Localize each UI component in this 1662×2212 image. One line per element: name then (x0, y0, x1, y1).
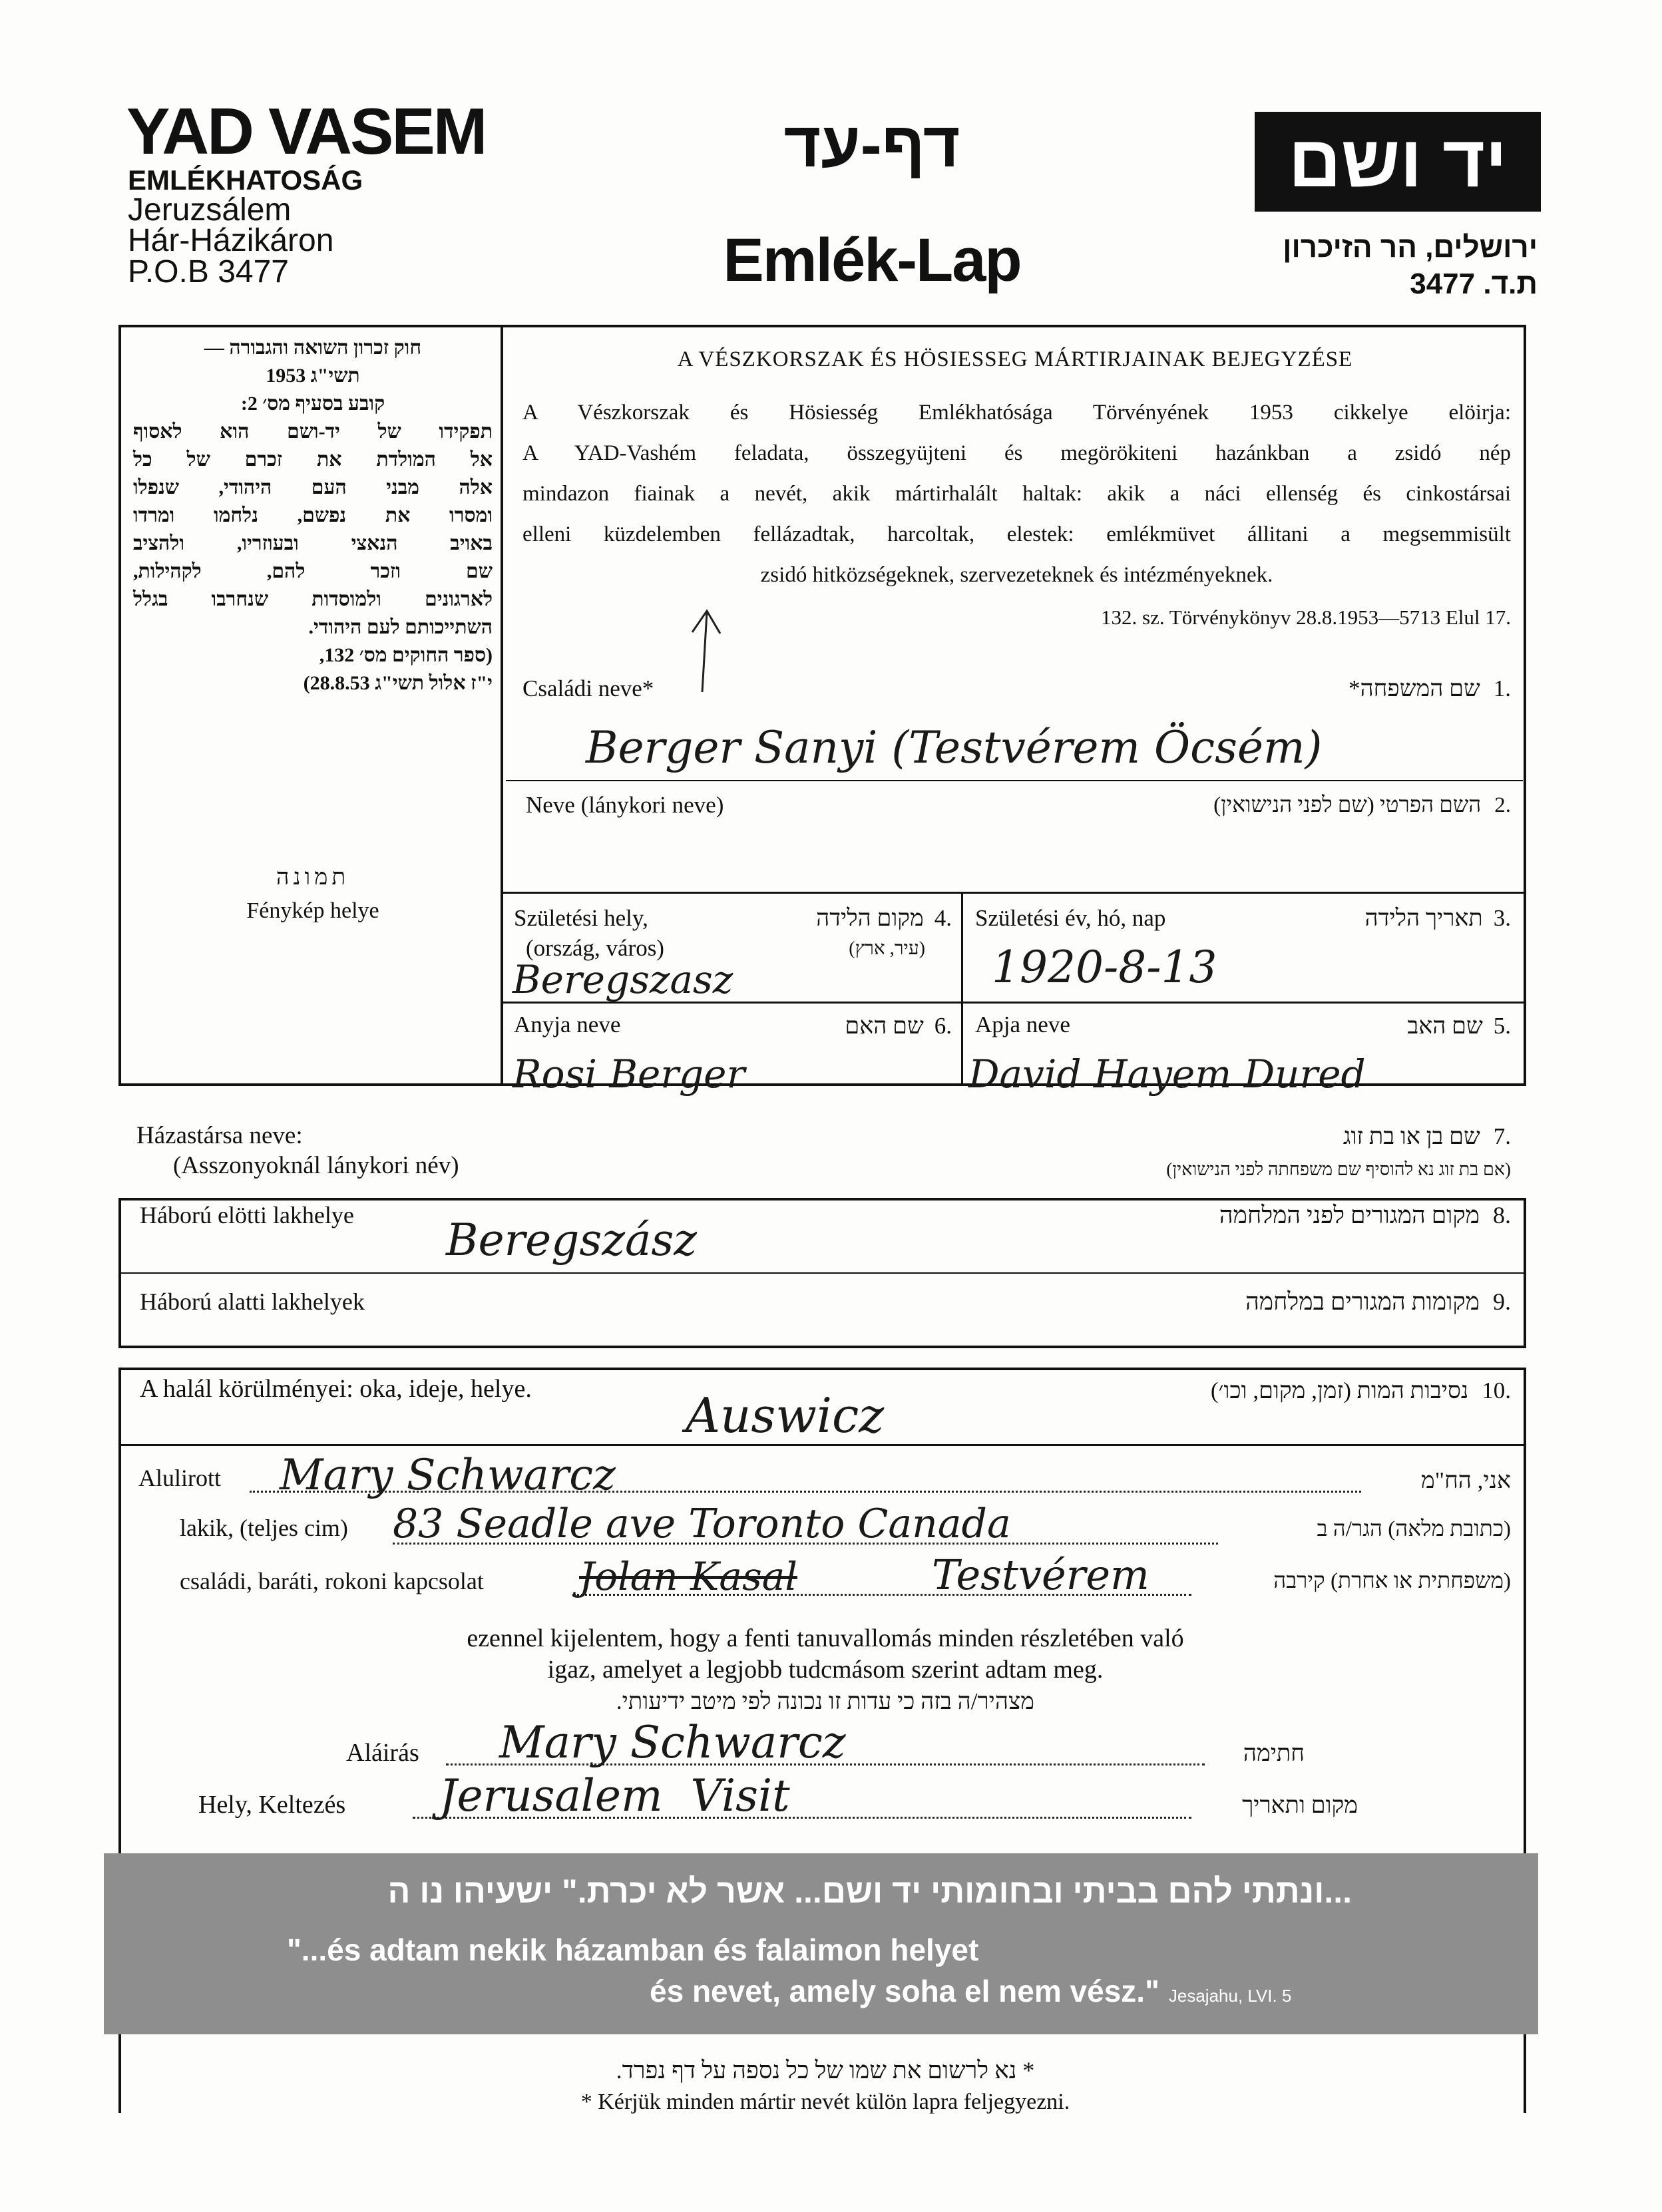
intro-line: A YAD-Vashém feladata, összegyüjteni és megörökiteni hazánkban a zsidó nép (522, 441, 1511, 465)
banner-hebrew: ...ונתתי להם בביתי ובחומותי יד ושם... אשר לא יכרת." ישעיהו נו ה (387, 1873, 1352, 1910)
law-line: ומסרו את נפשם, נלחמו ומרדו (133, 504, 493, 526)
law-line: תשי"ג 1953 (266, 365, 360, 387)
field-6-label: Anyja neve (514, 1012, 621, 1037)
law-line: אלה מבני העם היהודי, שנפלו (133, 476, 493, 498)
header-pobox: P.O.B 3477 (128, 254, 289, 289)
witness-address-hebrew: (כתובת מלאה) הגר/ה ב (1317, 1517, 1511, 1541)
field-9-label-hebrew (998, 1288, 1511, 1316)
quote-banner (104, 1853, 1538, 2034)
field-6-hebrew: שם האם (845, 1013, 924, 1039)
law-line: חוק זכרון השואה והגבורה — (204, 337, 422, 359)
field-10-death-circumstances[interactable]: Auswicz (686, 1387, 885, 1443)
law-line: באויב הנאצי ובעוזריו, ולהציב (133, 532, 493, 554)
field-10-hebrew: נסיבות המות (זמן, מקום, וכו׳) (1210, 1378, 1469, 1403)
law-line: תפקידו של יד-ושם הוא לאסוף (133, 421, 493, 443)
field-5-number: .5 (1493, 1013, 1511, 1039)
field-5-hebrew: שם האב (1407, 1013, 1483, 1039)
intro-text (522, 393, 1511, 596)
field-8-number: .8 (1493, 1202, 1511, 1228)
field-7-sublabel: (Asszonyoknál lánykori név) (173, 1152, 459, 1179)
field-3-label-hebrew (1251, 905, 1511, 932)
field-2-number: .2 (1494, 793, 1511, 817)
field-4-label-hebrew (765, 905, 952, 932)
field-1-hebrew: שם המשפחה* (1349, 675, 1480, 701)
field-10-label: A halál körülményei: oka, ideje, helye. (140, 1375, 532, 1403)
field-4-label: Születési hely, (514, 905, 648, 931)
witness-address-label: lakik, (teljes cim) (180, 1515, 348, 1541)
law-line: שם וזכר להם, לקהילות, (133, 560, 493, 582)
field-4-birthplace[interactable]: Beregszasz (513, 957, 733, 1002)
declaration-hebrew: מצהיר/ה בזה כי עדות זו נכונה לפי מיטב ידיעותי. (616, 1688, 1035, 1714)
field-2-hebrew: השם הפרטי (שם לפני הנישואין) (1213, 793, 1482, 817)
law-line: השתייכותם לעם היהודי. (308, 616, 493, 638)
field-8-label-hebrew (998, 1201, 1511, 1229)
photo-label-hebrew: תמונה (276, 865, 350, 890)
field-1-label: Családi neve* (522, 675, 654, 701)
field-2-label-hebrew (998, 793, 1511, 818)
field-1-number: .1 (1493, 675, 1511, 701)
field-8-prewar-residence[interactable]: Beregszász (446, 1214, 698, 1266)
field-5-label-hebrew (1265, 1013, 1511, 1039)
field-7-sublabel-hebrew: (אם בת זוג נא להוסיף שם משפחתה לפני הנישואין) (1166, 1159, 1511, 1179)
header-org-title: YAD VASEM (126, 94, 486, 168)
law-line: קובע בסעיף מס׳ 2: (240, 393, 385, 415)
banner-line-2: és nevet, amely soha el nem vész." (650, 1974, 1159, 2008)
witness-name-label: Alulirott (138, 1465, 221, 1491)
intro-line: A Vészkorszak és Hösiesség Emlékhatósága Törvényének 1953 cikkelye elöirja: (522, 401, 1511, 425)
header-city: Jeruzsálem (128, 192, 292, 228)
field-5-father-name[interactable]: David Hayem Dured (968, 1051, 1366, 1097)
intro-heading: A VÉSZKORSZAK ÉS HÖSIESSEG MÁRTIRJAINAK BEJEGYZÉSE (677, 347, 1353, 371)
intro-line: elleni küzdelemben fellázadtak, harcoltak, elestek: emlékmüvet állitani a megsemmisült (522, 522, 1511, 546)
intro-line: mindazon fiainak a nevét, akik mártirhalált haltak: akik a náci ellenség és cinkostársai (522, 482, 1511, 506)
field-8-label: Háború elötti lakhelye (140, 1202, 354, 1228)
intro-citation: 132. sz. Törvénykönyv 28.8.1953—5713 Elul 17. (1101, 606, 1511, 629)
field-1-label-hebrew (1132, 675, 1511, 702)
header-hebrew-title: דף-עד (783, 109, 960, 180)
witness-relation-struck: Jolan Kasal (579, 1554, 797, 1599)
field-4-sublabel-hebrew: (עיר, ארץ) (849, 938, 925, 959)
witness-name[interactable]: Mary Schwarcz (280, 1451, 616, 1500)
law-line: י"ז אלול תשי"ג 28.8.53) (303, 672, 493, 694)
field-1-family-name[interactable]: Berger Sanyi (Testvérem Öcsém) (586, 722, 1323, 773)
signature[interactable]: Mary Schwarcz (499, 1717, 846, 1768)
header-right-address: ירושלים, הר הזיכרון (1283, 231, 1538, 264)
field-3-label: Születési év, hó, nap (975, 905, 1166, 931)
declaration-line-2: igaz, amelyet a legjobb tudcmásom szerint adtam meg. (547, 1656, 1104, 1684)
field-10-number: .10 (1482, 1378, 1511, 1403)
witness-relation-label: családi, baráti, rokoni kapcsolat (180, 1568, 484, 1594)
photo-label: Fénykép helye (246, 898, 379, 923)
field-8-hebrew: מקום המגורים לפני המלחמה (1219, 1202, 1480, 1228)
photo-placeholder[interactable] (133, 865, 493, 924)
field-9-number: .9 (1493, 1288, 1511, 1315)
field-3-number: .3 (1493, 905, 1511, 931)
witness-relation[interactable]: Testvérem (932, 1551, 1149, 1599)
field-10-label-hebrew (998, 1378, 1511, 1404)
signature-hebrew: חתימה (1243, 1740, 1305, 1766)
header-org-subtitle: EMLÉKHATOSÁG (128, 164, 363, 196)
law-line: לארגונים ולמוסדות שנחרבו בגלל (133, 588, 493, 610)
field-2-label: Neve (lánykori neve) (526, 792, 724, 818)
banner-line-1: "...és adtam nekik házamban és falaimon helyet (287, 1933, 979, 1967)
field-3-hebrew: תאריך הלידה (1364, 905, 1483, 931)
footer-note-hebrew: * נא לרשום את שמו של כל נספה על דף נפרד. (616, 2057, 1035, 2084)
field-6-mother-name[interactable]: Rosi Berger (513, 1051, 745, 1097)
place-date[interactable]: Jerusalem Visit (439, 1770, 790, 1821)
law-line: אל המולדת את זכרם של כל (133, 449, 493, 470)
field-6-number: .6 (934, 1013, 952, 1039)
law-sidebar (133, 334, 493, 697)
field-4-number: .4 (934, 905, 952, 931)
place-date-hebrew: מקום ותאריך (1242, 1792, 1358, 1818)
declaration-line-1: ezennel kijelentem, hogy a fenti tanuvallomás minden részletében való (467, 1624, 1184, 1652)
footer-note: * Kérjük minden mártir nevét külön lapra feljegyezni. (580, 2090, 1070, 2114)
field-6-label-hebrew (765, 1013, 952, 1039)
header-form-title: Emlék-Lap (723, 226, 1021, 294)
field-7-label-hebrew (1065, 1123, 1511, 1150)
yad-vashem-logo (1255, 112, 1541, 212)
place-date-label: Hely, Keltezés (198, 1791, 346, 1819)
header-right-pobox: ת.ד. 3477 (1410, 268, 1538, 300)
witness-relation-hebrew: (משפחתית או אחרת) קירבה (1273, 1569, 1511, 1593)
field-9-label: Háború alatti lakhelyek (140, 1288, 365, 1315)
intro-line: zsidó hitközségeknek, szervezeteknek és intézményeknek. (760, 563, 1273, 587)
header-location: Hár-Házikáron (128, 223, 334, 258)
witness-address[interactable]: 83 Seadle ave Toronto Canada (393, 1501, 1011, 1547)
handwritten-arrow (666, 599, 745, 699)
field-4-hebrew: מקום הלידה (816, 905, 924, 931)
field-7-number: .7 (1493, 1123, 1511, 1149)
field-7-hebrew: שם בן או בת זוג (1343, 1123, 1480, 1149)
witness-name-hebrew: אני, הח"מ (1421, 1467, 1511, 1493)
field-5-label: Apja neve (975, 1012, 1070, 1037)
field-9-hebrew: מקומות המגורים במלחמה (1245, 1288, 1480, 1315)
banner-ref: Jesajahu, LVI. 5 (1168, 1986, 1292, 2006)
banner-line-2-wrap (650, 1973, 1291, 2009)
signature-label: Aláirás (346, 1739, 419, 1767)
field-7-label: Házastársa neve: (136, 1122, 303, 1149)
logo-text: יד ושם (1288, 120, 1508, 202)
field-4-sublabel: (ország, város) (526, 935, 664, 961)
law-line: (ספר החוקים מס׳ 132, (319, 644, 493, 666)
field-3-birthdate[interactable]: 1920-8-13 (992, 942, 1217, 993)
